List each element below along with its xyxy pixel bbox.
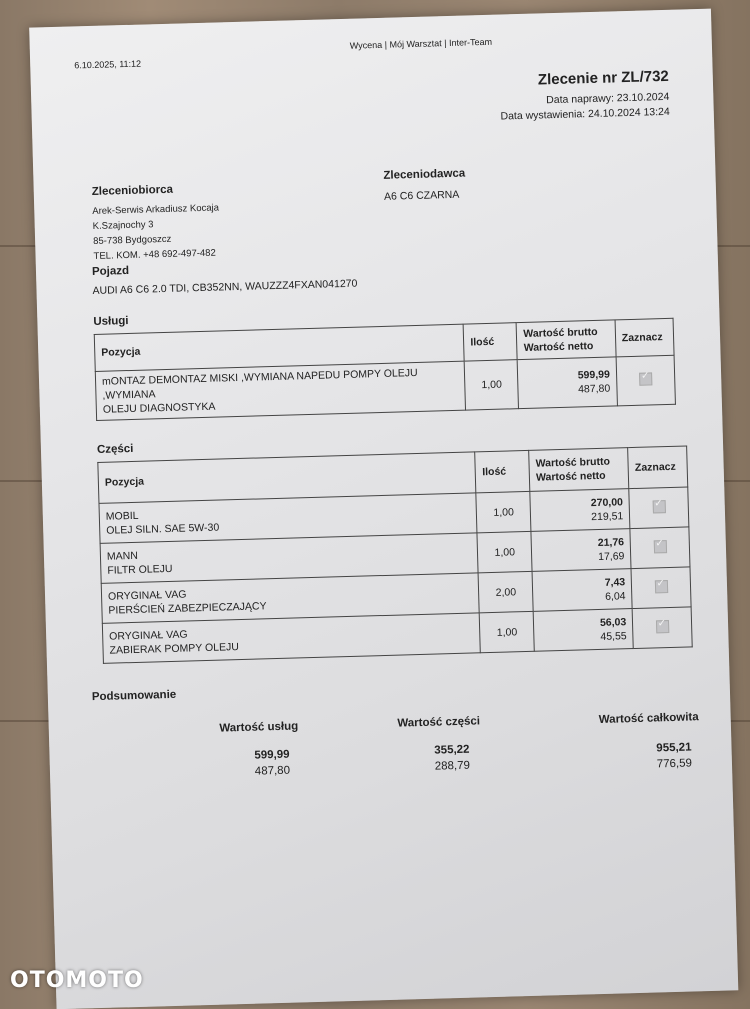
- row-line2: FILTR OLEJU: [107, 562, 173, 577]
- row-qty: 1,00: [477, 531, 532, 572]
- row-checkbox-cell: [630, 527, 690, 569]
- row-values: [532, 569, 632, 612]
- row-gross: 21,76: [597, 535, 625, 549]
- row-net: 6,04: [604, 589, 626, 603]
- parts-label: Części: [96, 442, 134, 456]
- row-values: [530, 489, 630, 532]
- issue-date: Data wystawienia: 24.10.2024 13:24: [500, 105, 670, 123]
- summary-parts: [369, 713, 511, 777]
- col-gross: Wartość brutto: [535, 455, 611, 470]
- col-position: Pozycja: [94, 324, 464, 371]
- summary-total-net: 776,59: [656, 757, 693, 771]
- summary-total: [569, 709, 701, 775]
- row-line2: ZABIERAK POMPY OLEJU: [109, 640, 240, 657]
- summary-total-label: Wartość całkowita: [598, 711, 699, 727]
- row-values: [533, 609, 633, 652]
- contractor-name: Arek-Serwis Arkadiusz Kocaja: [92, 202, 220, 217]
- row-net: 45,55: [600, 629, 627, 643]
- row-values: [531, 529, 631, 572]
- row-line1: MOBIL: [105, 509, 139, 523]
- row-gross: 7,43: [604, 575, 626, 589]
- row-checkbox-cell: [629, 487, 689, 529]
- row-qty: 2,00: [479, 571, 534, 612]
- col-gross: Wartość brutto: [523, 325, 598, 340]
- row-line2: PIERŚCIEŃ ZABEZPIECZAJĄCY: [108, 599, 267, 617]
- vehicle-value: AUDI A6 C6 2.0 TDI, CB352NN, WAUZZZ4FXAN041270: [92, 277, 358, 298]
- row-line1: MANN: [106, 549, 139, 563]
- contractor-label: Zleceniobiorca: [91, 183, 174, 198]
- row-qty: 1,00: [480, 611, 535, 652]
- col-net: Wartość netto: [535, 469, 606, 484]
- summary-services: [189, 718, 331, 782]
- client-label: Zleceniodawca: [383, 167, 466, 182]
- col-values: [517, 320, 616, 360]
- vehicle-label: Pojazd: [91, 264, 130, 279]
- row-gross: 56,03: [599, 615, 627, 629]
- row-qty: 1,00: [464, 360, 519, 410]
- order-title: Zlecenie nr ZL/732: [537, 67, 670, 89]
- row-position: [95, 361, 465, 420]
- row-line1: mONTAZ DEMONTAZ MISKI ,WYMIANA NAPEDU POMPY OLEJU ,WYMIANA: [101, 366, 418, 402]
- services-table: [94, 318, 676, 421]
- breadcrumb: Wycena | Mój Warsztat | Inter-Team: [349, 36, 493, 51]
- checkbox[interactable]: [653, 540, 666, 553]
- col-qty: Ilość: [463, 323, 517, 361]
- summary-parts-gross: 355,22: [434, 743, 470, 757]
- contractor-phone: TEL. KOM. +48 692-497-482: [93, 247, 216, 262]
- summary-services-label: Wartość usług: [219, 720, 299, 735]
- row-line2: OLEJ SILN. SAE 5W-30: [106, 521, 220, 537]
- checkbox[interactable]: [654, 580, 667, 593]
- summary-parts-label: Wartość części: [397, 715, 481, 730]
- row-checkbox-cell: [631, 567, 691, 609]
- row-gross: 270,00: [590, 495, 624, 509]
- row-qty: 1,00: [476, 491, 531, 532]
- row-checkbox-cell: [616, 355, 676, 406]
- checkbox[interactable]: [639, 372, 652, 385]
- summary-total-gross: 955,21: [656, 741, 692, 755]
- row-line2: OLEJU DIAGNOSTYKA: [102, 400, 216, 416]
- summary-parts-net: 288,79: [434, 759, 471, 773]
- col-values: [529, 448, 629, 492]
- summary-services-gross: 599,99: [254, 748, 290, 762]
- row-net: 219,51: [591, 509, 624, 523]
- row-values: [518, 357, 618, 409]
- col-position: Pozycja: [98, 452, 476, 504]
- col-qty: Ilość: [475, 450, 530, 492]
- print-date: 6.10.2025, 11:12: [74, 58, 142, 71]
- row-net: 487,80: [577, 382, 611, 396]
- client-name: A6 C6 CZARNA: [383, 188, 460, 203]
- contractor-block: [92, 200, 220, 264]
- col-net: Wartość netto: [523, 340, 594, 354]
- invoice-paper: [29, 9, 738, 1009]
- checkbox[interactable]: [656, 620, 669, 633]
- row-checkbox-cell: [632, 607, 692, 649]
- contractor-city: 85-738 Bydgoszcz: [93, 233, 172, 247]
- contractor-street: K.Szajnochy 3: [92, 219, 154, 232]
- col-check: Zaznacz: [628, 446, 688, 489]
- row-net: 17,69: [597, 549, 625, 563]
- checkbox[interactable]: [652, 500, 665, 513]
- summary-label: Podsumowanie: [91, 688, 177, 704]
- otomoto-watermark: OTOMOTO: [10, 968, 144, 993]
- services-label: Usługi: [93, 315, 129, 328]
- col-check: Zaznacz: [615, 318, 674, 357]
- repair-date: Data naprawy: 23.10.2024: [546, 90, 670, 107]
- row-line1: ORYGINAŁ VAG: [109, 627, 188, 643]
- row-line1: ORYGINAŁ VAG: [107, 588, 187, 603]
- parts-table: [96, 442, 692, 663]
- row-gross: 599,99: [577, 368, 611, 382]
- summary-services-net: 487,80: [254, 764, 291, 778]
